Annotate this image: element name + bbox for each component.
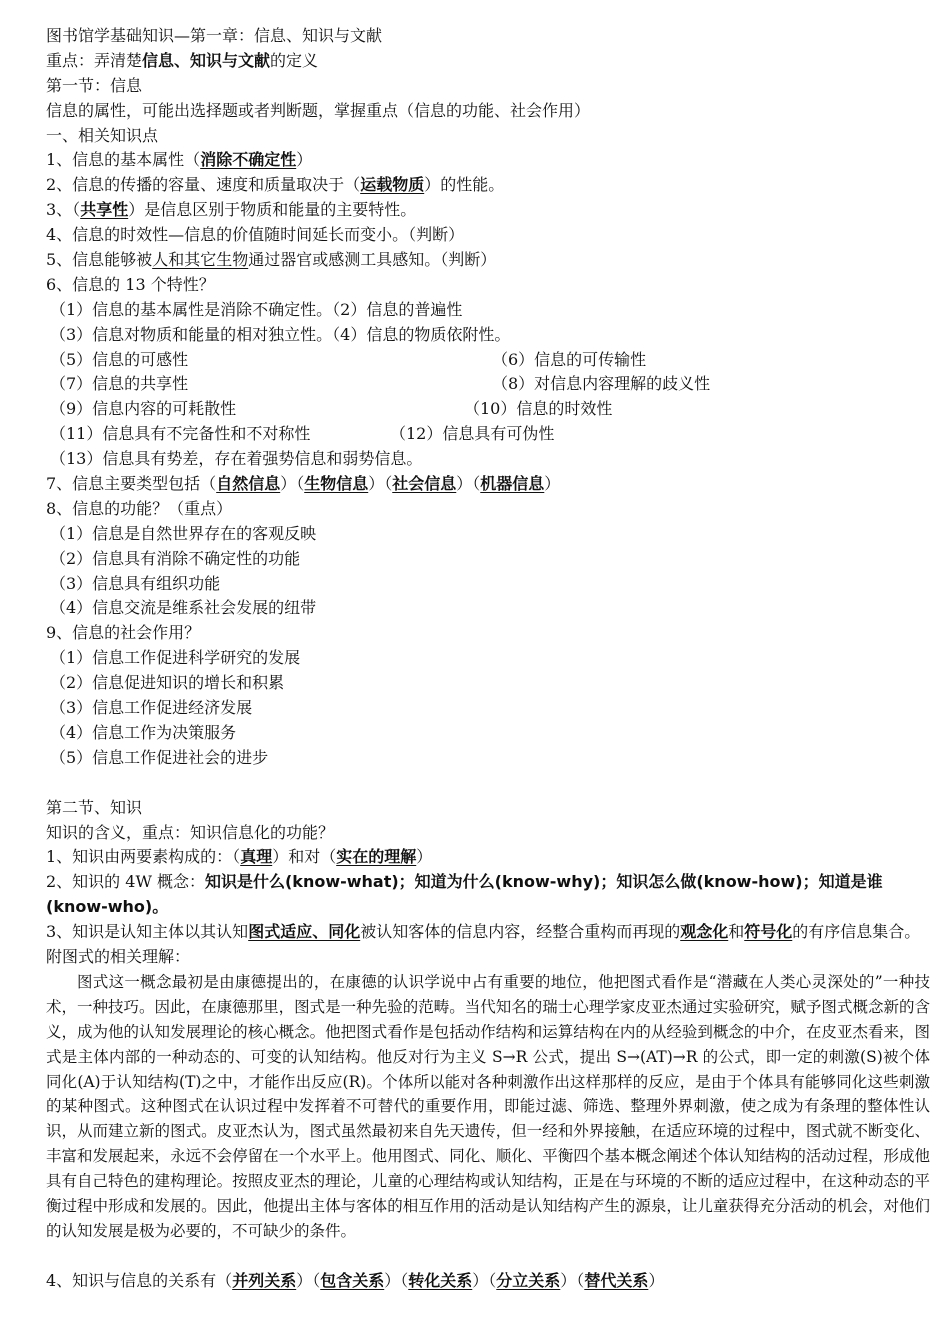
relation-transformation: 转化关系: [408, 1270, 473, 1290]
point-2-c: ）的性能。: [424, 175, 505, 195]
type-social: 社会信息: [392, 474, 457, 494]
trait-row-11-12: [46, 422, 930, 447]
point-2-a: 2、信息的传播的容量、速度和质量取决于（: [46, 175, 361, 195]
point-5: [46, 248, 930, 273]
section2-heading: 第二节、知识: [46, 797, 143, 817]
relation-separation: 分立关系: [496, 1270, 561, 1290]
function-4: （4）信息交流是维系社会发展的纽带: [50, 598, 317, 618]
role-2: （2）信息促进知识的增长和积累: [50, 673, 285, 693]
trait-row-7-8: [46, 372, 930, 397]
knowledge-4-a: 4、知识与信息的关系有（: [46, 1270, 233, 1290]
knowledge-truth: 真理: [240, 847, 273, 867]
function-3: （3）信息具有组织功能: [50, 573, 221, 593]
trait-5: （5）信息的可感性: [50, 349, 189, 369]
knowledge-conceptual: 观念化: [680, 922, 729, 942]
type-machine: 机器信息: [480, 474, 545, 494]
knowledge-understanding: 实在的理解: [336, 847, 417, 867]
point-7: [46, 472, 930, 497]
section2-intro: 知识的含义，重点：知识信息化的功能？: [46, 822, 335, 842]
sep: ）（: [280, 474, 305, 494]
point-5-c: 通过器官或感测工具感知。（判断）: [248, 250, 497, 270]
section1-subheading: 一、相关知识点: [46, 125, 159, 145]
knowledge-3-c: 的有序信息集合。附图式的相关理解：: [46, 922, 921, 966]
trait-9: （9）信息内容的可耗散性: [50, 399, 237, 419]
knowledge-2: [46, 870, 930, 920]
knowledge-3-m1: 被认知客体的信息内容，经整合重构而再现的: [360, 922, 681, 942]
sep: ）: [544, 474, 561, 494]
relation-substitution: 替代关系: [584, 1270, 649, 1290]
trait-6: （6）信息的可传输性: [492, 349, 647, 369]
trait-row-5-6: [46, 348, 930, 373]
knowledge-3: [46, 920, 930, 970]
sep: ）（: [296, 1270, 321, 1290]
knowledge-symbolic: 符号化: [744, 922, 793, 942]
function-1: （1）信息是自然世界存在的客观反映: [50, 523, 317, 543]
function-2: （2）信息具有消除不确定性的功能: [50, 548, 301, 568]
sep: ）（: [560, 1270, 585, 1290]
point-3: [46, 198, 930, 223]
point-5-key: 人和其它生物: [152, 250, 249, 270]
trait-13: （13）信息具有势差，存在着强势信息和弱势信息。: [50, 449, 423, 469]
trait-3-4: （3）信息对物质和能量的相对独立性。（4）信息的物质依附性。: [50, 324, 511, 344]
knowledge-1: [46, 845, 930, 870]
point-2-key: 运载物质: [360, 175, 425, 195]
point-1-a: 1、信息的基本属性（: [46, 150, 201, 170]
point-1-key: 消除不确定性: [200, 150, 297, 170]
point-3-a: 3、（: [46, 200, 81, 220]
doc-title: 图书馆学基础知识—第一章：信息、知识与文献: [46, 26, 383, 45]
focus-line: [46, 49, 930, 74]
role-5: （5）信息工作促进社会的进步: [50, 747, 269, 767]
point-4: 4、信息的时效性—信息的价值随时间延长而变小。（判断）: [46, 225, 465, 245]
knowledge-4: [46, 1269, 930, 1294]
section1-intro: 信息的属性，可能出选择题或者判断题，掌握重点（信息的功能、社会作用）: [46, 100, 591, 120]
role-4: （4）信息工作为决策服务: [50, 722, 237, 742]
sep: ）（: [368, 474, 393, 494]
knowledge-3-a: 3、知识是认知主体以其认知: [46, 922, 249, 942]
knowledge-1-c: ）: [416, 847, 433, 867]
trait-10: （10）信息的时效性: [464, 399, 613, 419]
section1-heading: 第一节：信息: [46, 75, 143, 95]
point-6: 6、信息的 13 个特性？: [46, 274, 215, 294]
point-7-a: 7、信息主要类型包括（: [46, 474, 217, 494]
knowledge-schema: 图式适应、同化: [248, 922, 361, 942]
blank-line: [46, 1244, 930, 1269]
type-biological: 生物信息: [304, 474, 369, 494]
type-natural: 自然信息: [216, 474, 281, 494]
point-1: [46, 148, 930, 173]
blank-line: [46, 771, 930, 796]
focus-bold: 信息、知识与文献: [142, 50, 271, 70]
point-9: 9、信息的社会作用？: [46, 623, 201, 643]
relation-inclusion: 包含关系: [320, 1270, 385, 1290]
role-3: （3）信息工作促进经济发展: [50, 698, 253, 718]
document-page: [46, 24, 930, 1294]
sep: ）: [648, 1270, 665, 1290]
knowledge-3-m2: 和: [728, 922, 745, 942]
point-2: [46, 173, 930, 198]
trait-12: （12）信息具有可伪性: [390, 424, 555, 444]
sep: ）（: [472, 1270, 497, 1290]
sep: ）（: [384, 1270, 409, 1290]
point-3-c: ）是信息区别于物质和能量的主要特性。: [128, 200, 417, 220]
focus-prefix: 重点：弄清楚: [46, 50, 143, 70]
trait-11: （11）信息具有不完备性和不对称性: [50, 424, 311, 444]
trait-8: （8）对信息内容理解的歧义性: [492, 374, 711, 394]
focus-suffix: 的定义: [270, 50, 319, 70]
sep: ）（: [456, 474, 481, 494]
role-1: （1）信息工作促进科学研究的发展: [50, 648, 301, 668]
relation-parallel: 并列关系: [232, 1270, 297, 1290]
schema-paragraph: 图式这一概念最初是由康德提出的，在康德的认识学说中占有重要的地位，他把图式看作是“潜藏在人类心灵深处的”一种技术，一种技巧。因此，在康德那里，图式是一种先验的范畴。当代知名的瑞士心理学家皮亚杰通过实验研究，赋予图式概念新的含义，成为他的认知发展理论的核心概念。他把图式看作是包括动作结构和运算结构在内的从经验到概念的中介，在皮亚杰看来，图式是主体内部的一种动态的、可变的认知结构。他反对行为主义 S→R 公式，提出 S→(AT)→R 的公式，即一定的刺激(S)被个体同化(A)于认知结构(T)之中，才能作出反应(R)。个体所以能对各种刺激作出这样那样的反应，是由于个体具有能够同化这些刺激的某种图式。这种图式在认识过程中发挥着不可替代的重要作用，即能过滤、筛选、整理外界刺激，使之成为有条理的整体性认识，从而建立新的图式。皮亚杰认为，图式虽然最初来自先天遗传，但一经和外界接触，在适应环境的过程中，图式就不断变化、丰富和发展起来，永远不会停留在一个水平上。他用图式、同化、顺化、平衡四个基本概念阐述个体认知结构的活动过程，形成他具有自己特色的建构理论。按照皮亚杰的理论，儿童的心理结构或认知结构，正是在与环境的不断的适应过程中，在这种动态的平衡过程中形成和发展的。因此，他提出主体与客体的相互作用的活动是认知结构产生的源泉，让儿童获得充分活动的机会，对他们的认知发展是极为必要的，不可缺少的条件。: [46, 972, 930, 1240]
trait-7: （7）信息的共享性: [50, 374, 189, 394]
trait-row-9-10: [46, 397, 930, 422]
knowledge-1-a: 1、知识由两要素构成的：（: [46, 847, 241, 867]
trait-1-2: （1）信息的基本属性是消除不确定性。（2）信息的普遍性: [50, 299, 463, 319]
point-5-a: 5、信息能够被: [46, 250, 153, 270]
point-3-key: 共享性: [80, 200, 129, 220]
point-8: 8、信息的功能？（重点）: [46, 498, 233, 518]
knowledge-4w: 知识是什么(know-what)；知道为什么(know-why)；知识怎么做(know-how)；知道是谁(know-who)。: [46, 872, 883, 917]
knowledge-1-m: ）和对（: [272, 847, 337, 867]
knowledge-2-a: 2、知识的 4W 概念：: [46, 872, 205, 892]
point-1-c: ）: [296, 150, 313, 170]
